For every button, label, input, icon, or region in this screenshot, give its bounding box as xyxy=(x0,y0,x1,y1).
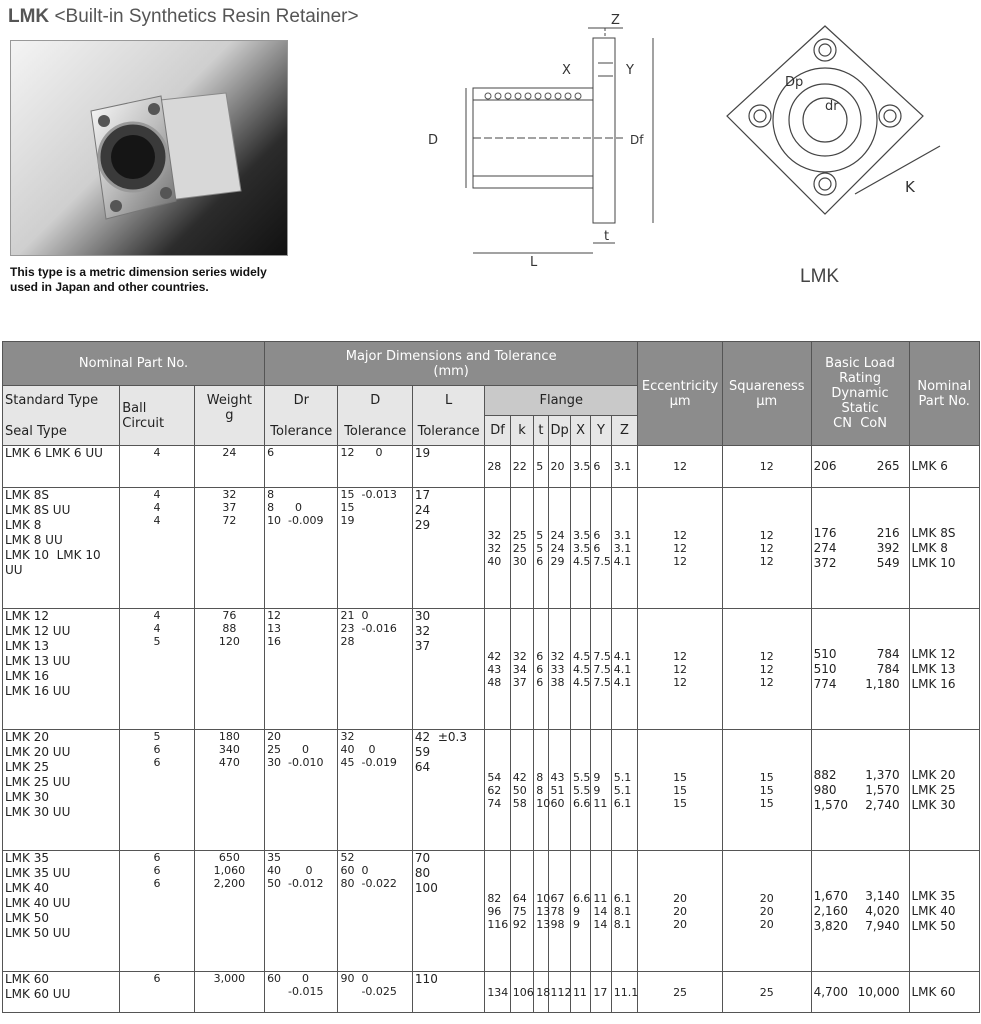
drawing-model-label: LMK xyxy=(800,266,840,287)
weight-label: Weight xyxy=(206,393,253,408)
table-row xyxy=(3,972,980,1013)
table-row xyxy=(3,851,980,972)
load-rating-cell xyxy=(811,972,909,1013)
d-tolerance-value-cell: 90 0 -0.025 xyxy=(338,972,412,1013)
cn-values: 176 274 372 xyxy=(813,525,837,570)
d-tolerance-value-cell: 32 40 0 45 -0.019 xyxy=(338,730,412,851)
dr-label: Dr xyxy=(293,392,309,408)
squareness-cell: 25 xyxy=(722,972,811,1013)
flange-x-cell: 6.6 9 9 xyxy=(570,851,590,972)
d-label: D xyxy=(370,392,381,408)
header-df: Df xyxy=(485,416,510,446)
ball-circuit-cell: 5 6 6 xyxy=(120,730,194,851)
flange-x-cell: 5.5 5.5 6.6 xyxy=(570,730,590,851)
model-name: LMK xyxy=(8,6,50,27)
header-dr xyxy=(265,386,338,446)
l-value-cell: 30 32 37 xyxy=(412,609,484,730)
squareness-cell: 12 12 12 xyxy=(722,609,811,730)
load-rating-cell xyxy=(811,488,909,609)
dim-dr-label: dr xyxy=(825,99,839,114)
nominal-part-cell: LMK 6 xyxy=(909,446,980,488)
eccentricity-cell: 25 xyxy=(638,972,723,1013)
table-row xyxy=(3,488,980,609)
dim-l-label: L xyxy=(530,255,538,270)
con-values: 784 784 1,180 xyxy=(865,646,900,691)
load-rating-cell xyxy=(811,446,909,488)
dim-dp-label: Dp xyxy=(785,75,804,90)
dim-df-label: Df xyxy=(630,133,644,147)
dr-tolerance-value-cell: 20 25 0 30 -0.010 xyxy=(265,730,338,851)
squareness-cell: 15 15 15 xyxy=(722,730,811,851)
flange-k-cell: 64 75 92 xyxy=(510,851,533,972)
dr-tolerance-value-cell: 60 0 -0.015 xyxy=(265,972,338,1013)
dr-tolerance-value-cell: 8 8 0 10 -0.009 xyxy=(265,488,338,609)
cn-values: 882 980 1,570 xyxy=(813,767,848,812)
header-nominal-part-no-right: Nominal Part No. xyxy=(909,342,980,446)
flange-k-cell: 42 50 58 xyxy=(510,730,533,851)
flange-y-cell: 9 9 11 xyxy=(591,730,611,851)
flange-t-cell: 6 6 6 xyxy=(534,609,548,730)
eccentricity-cell: 12 12 12 xyxy=(638,609,723,730)
l-value-cell: 110 xyxy=(412,972,484,1013)
flange-x-cell: 3.5 3.5 4.5 xyxy=(570,488,590,609)
flange-df-cell: 42 43 48 xyxy=(485,609,510,730)
header-standard-seal xyxy=(3,386,120,446)
eccentricity-cell: 12 xyxy=(638,446,723,488)
header-mm: (mm) xyxy=(433,363,469,379)
flange-z-cell: 11.1 xyxy=(611,972,638,1013)
eccentricity-unit: µm xyxy=(669,393,691,409)
l-value-cell: 19 xyxy=(412,446,484,488)
table-row xyxy=(3,609,980,730)
flange-y-cell: 6 xyxy=(591,446,611,488)
side-section-drawing xyxy=(418,8,644,270)
flange-x-cell: 11 xyxy=(570,972,590,1013)
header-x: X xyxy=(570,416,590,446)
header-dp: Dp xyxy=(548,416,570,446)
eccentricity-cell: 12 12 12 xyxy=(638,488,723,609)
flange-dp-cell: 32 33 38 xyxy=(548,609,570,730)
seal-type-label: Seal Type xyxy=(5,423,67,439)
header-major-dims xyxy=(265,342,638,386)
nominal-part-cell: LMK 8S LMK 8 LMK 10 xyxy=(909,488,980,609)
dr-tolerance-value-cell: 35 40 0 50 -0.012 xyxy=(265,851,338,972)
dim-x-label: X xyxy=(562,63,571,78)
table-row xyxy=(3,446,980,488)
specification-body xyxy=(3,446,980,1013)
weight-cell: 76 88 120 xyxy=(194,609,264,730)
squareness-cell: 12 xyxy=(722,446,811,488)
dr-tolerance-value-cell: 12 13 16 xyxy=(265,609,338,730)
flange-df-cell: 82 96 116 xyxy=(485,851,510,972)
header-ball-circuit: Ball Circuit xyxy=(120,386,194,446)
bushing-image xyxy=(11,41,287,255)
header-basic-load xyxy=(811,342,909,446)
flange-df-cell: 54 62 74 xyxy=(485,730,510,851)
nominal-part-cell: LMK 35 LMK 40 LMK 50 xyxy=(909,851,980,972)
flange-t-cell: 5 5 6 xyxy=(534,488,548,609)
flange-y-cell: 11 14 14 xyxy=(591,851,611,972)
squareness-unit: µm xyxy=(756,393,778,409)
flange-t-cell: 8 8 10 xyxy=(534,730,548,851)
static-label: Static xyxy=(841,401,879,416)
flange-k-cell: 22 xyxy=(510,446,533,488)
con-label: CoN xyxy=(860,416,887,431)
cn-values: 4,700 xyxy=(813,984,848,999)
dr-tolerance: Tolerance xyxy=(270,423,333,439)
header-z: Z xyxy=(611,416,638,446)
eccentricity-label: Eccentricity xyxy=(641,378,719,394)
d-tolerance-value-cell: 15 -0.013 15 19 xyxy=(338,488,412,609)
flange-t-cell: 18 xyxy=(534,972,548,1013)
dim-t-label: t xyxy=(604,229,610,244)
cn-values: 206 xyxy=(813,459,837,473)
weight-cell: 24 xyxy=(194,446,264,488)
l-value-cell: 70 80 100 xyxy=(412,851,484,972)
weight-unit: g xyxy=(225,408,234,423)
weight-cell: 3,000 xyxy=(194,972,264,1013)
d-tolerance-value-cell: 52 60 0 80 -0.022 xyxy=(338,851,412,972)
flange-dp-cell: 43 51 60 xyxy=(548,730,570,851)
flange-front-drawing xyxy=(715,14,945,250)
l-label: L xyxy=(444,392,453,408)
dim-z-label: Z xyxy=(611,13,620,28)
flange-df-cell: 28 xyxy=(485,446,510,488)
ball-circuit-cell: 4 4 4 xyxy=(120,488,194,609)
con-values: 10,000 xyxy=(857,984,900,999)
table-row xyxy=(3,730,980,851)
part-list-cell: LMK 60 LMK 60 UU xyxy=(3,972,120,1013)
part-list-cell: LMK 35 LMK 35 UU LMK 40 LMK 40 UU LMK 50 LMK 50 UU xyxy=(3,851,120,972)
flange-k-cell: 25 25 30 xyxy=(510,488,533,609)
flange-z-cell: 3.1 3.1 4.1 xyxy=(611,488,638,609)
header-major-dims-title: Major Dimensions and Tolerance xyxy=(345,348,557,364)
cn-values: 1,670 2,160 3,820 xyxy=(813,888,848,933)
d-tolerance: Tolerance xyxy=(344,423,407,439)
flange-df-cell: 134 xyxy=(485,972,510,1013)
dynamic-label: Dynamic xyxy=(831,386,889,401)
standard-type-label: Standard Type xyxy=(5,392,99,408)
flange-x-cell: 4.5 4.5 4.5 xyxy=(570,609,590,730)
header-l xyxy=(412,386,484,446)
l-tolerance: Tolerance xyxy=(417,423,480,439)
nominal-part-cell: LMK 20 LMK 25 LMK 30 xyxy=(909,730,980,851)
cn-values: 510 510 774 xyxy=(813,646,837,691)
header-k: k xyxy=(510,416,533,446)
con-values: 216 392 549 xyxy=(876,525,900,570)
caption-line-1: This type is a metric dimension series widely xyxy=(10,265,267,279)
flange-z-cell: 3.1 xyxy=(611,446,638,488)
flange-x-cell: 3.5 xyxy=(570,446,590,488)
caption-line-2: used in Japan and other countries. xyxy=(10,280,209,294)
con-values: 265 xyxy=(876,459,900,473)
flange-z-cell: 5.1 5.1 6.1 xyxy=(611,730,638,851)
flange-k-cell: 106 xyxy=(510,972,533,1013)
flange-t-cell: 10 13 13 xyxy=(534,851,548,972)
part-list-cell: LMK 8S LMK 8S UU LMK 8 LMK 8 UU LMK 10 LMK 10 UU xyxy=(3,488,120,609)
flange-dp-cell: 67 78 98 xyxy=(548,851,570,972)
con-values: 1,370 1,570 2,740 xyxy=(865,767,900,812)
flange-y-cell: 7.5 7.5 7.5 xyxy=(591,609,611,730)
header-flange: Flange xyxy=(485,386,638,416)
d-tolerance-value-cell: 21 0 23 -0.016 28 xyxy=(338,609,412,730)
load-rating-cell xyxy=(811,609,909,730)
ball-circuit-cell: 4 xyxy=(120,446,194,488)
ball-circuit-cell: 6 6 6 xyxy=(120,851,194,972)
flange-df-cell: 32 32 40 xyxy=(485,488,510,609)
weight-cell: 650 1,060 2,200 xyxy=(194,851,264,972)
nominal-part-cell: LMK 12 LMK 13 LMK 16 xyxy=(909,609,980,730)
page-title xyxy=(8,6,359,28)
header-weight xyxy=(194,386,264,446)
squareness-cell: 12 12 12 xyxy=(722,488,811,609)
part-list-cell: LMK 12 LMK 12 UU LMK 13 LMK 13 UU LMK 16 LMK 16 UU xyxy=(3,609,120,730)
load-rating-cell xyxy=(811,730,909,851)
dim-d-label: D xyxy=(428,133,439,148)
flange-k-cell: 32 34 37 xyxy=(510,609,533,730)
l-value-cell: 17 24 29 xyxy=(412,488,484,609)
header-eccentricity xyxy=(638,342,723,446)
l-value-cell: 42 ±0.3 59 64 xyxy=(412,730,484,851)
ball-circuit-cell: 4 4 5 xyxy=(120,609,194,730)
flange-y-cell: 17 xyxy=(591,972,611,1013)
flange-y-cell: 6 6 7.5 xyxy=(591,488,611,609)
header-d xyxy=(338,386,412,446)
d-tolerance-value-cell: 12 0 xyxy=(338,446,412,488)
flange-dp-cell: 20 xyxy=(548,446,570,488)
part-list-cell: LMK 6 LMK 6 UU xyxy=(3,446,120,488)
header-squareness xyxy=(722,342,811,446)
weight-cell: 32 37 72 xyxy=(194,488,264,609)
eccentricity-cell: 20 20 20 xyxy=(638,851,723,972)
squareness-cell: 20 20 20 xyxy=(722,851,811,972)
load-rating-cell xyxy=(811,851,909,972)
cn-label: CN xyxy=(833,416,852,431)
flange-z-cell: 4.1 4.1 4.1 xyxy=(611,609,638,730)
header-y: Y xyxy=(591,416,611,446)
ball-circuit-cell: 6 xyxy=(120,972,194,1013)
dim-k-label: K xyxy=(905,178,915,196)
dim-y-label: Y xyxy=(626,63,634,78)
eccentricity-cell: 15 15 15 xyxy=(638,730,723,851)
header-t: t xyxy=(534,416,548,446)
header-nominal-part-no: Nominal Part No. xyxy=(3,342,265,386)
product-caption xyxy=(10,265,267,295)
dr-tolerance-value-cell: 6 xyxy=(265,446,338,488)
part-list-cell: LMK 20 LMK 20 UU LMK 25 LMK 25 UU LMK 30 LMK 30 UU xyxy=(3,730,120,851)
specification-table xyxy=(2,341,980,1013)
model-subtitle: <Built-in Synthetics Resin Retainer> xyxy=(54,6,359,27)
nominal-part-cell: LMK 60 xyxy=(909,972,980,1013)
flange-z-cell: 6.1 8.1 8.1 xyxy=(611,851,638,972)
flange-dp-cell: 112 xyxy=(548,972,570,1013)
flange-dp-cell: 24 24 29 xyxy=(548,488,570,609)
product-photo xyxy=(10,40,288,256)
con-values: 3,140 4,020 7,940 xyxy=(865,888,900,933)
weight-cell: 180 340 470 xyxy=(194,730,264,851)
flange-t-cell: 5 xyxy=(534,446,548,488)
basic-load-label: Basic Load Rating xyxy=(825,356,895,386)
squareness-label: Squareness xyxy=(728,378,805,394)
